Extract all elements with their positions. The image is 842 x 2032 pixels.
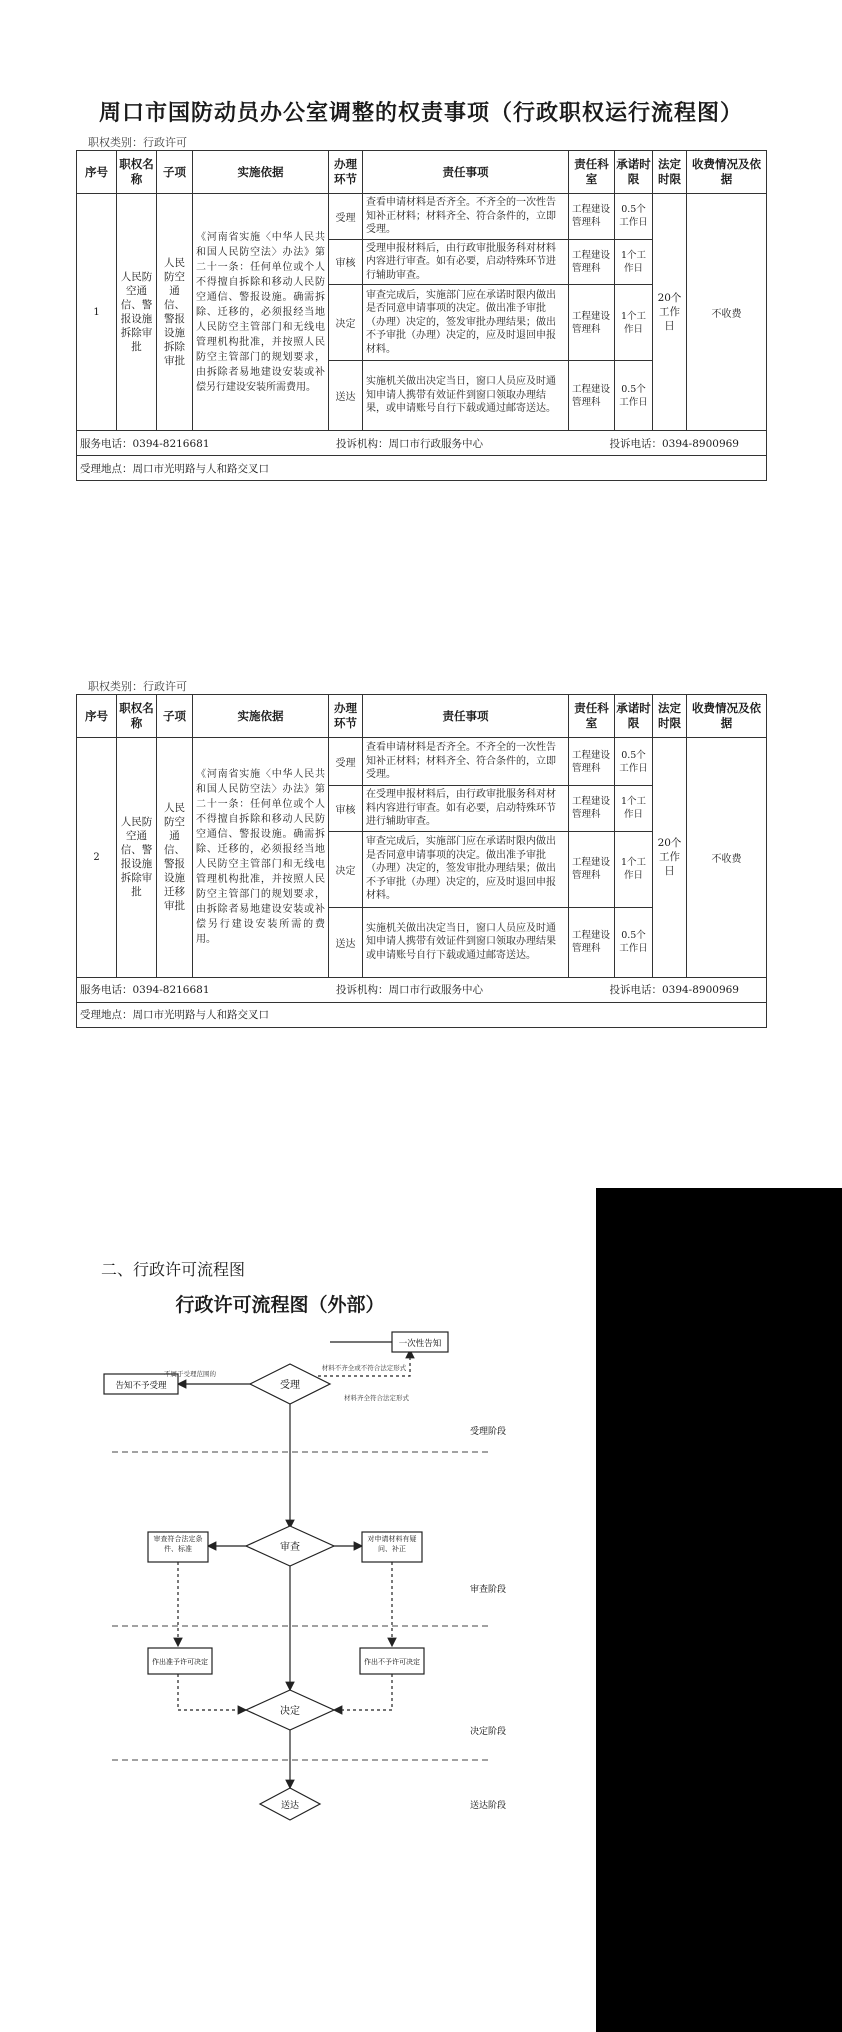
node-decide-label: 决定 xyxy=(280,1706,300,1717)
node-decide xyxy=(246,1690,334,1730)
header-fee: 收费情况及依据 xyxy=(687,695,767,738)
promise-cell: 0.5个工作日 xyxy=(615,194,653,240)
header-basis: 实施依据 xyxy=(193,695,329,738)
service-phone: 服务电话：0394-8216681 xyxy=(80,437,210,450)
node-accept xyxy=(250,1364,330,1404)
step-name: 审核 xyxy=(329,786,363,832)
header-sub-item: 子项 xyxy=(157,695,193,738)
legal-cell: 20个工作日 xyxy=(653,194,687,431)
edge-label-complete: 材料齐全符合法定形式 xyxy=(344,1394,409,1402)
edge-incomplete xyxy=(318,1350,410,1376)
complaint-phone: 投诉电话：0394-8900969 xyxy=(609,437,739,450)
node-deny-label: 作出不予许可决定 xyxy=(364,1658,420,1666)
header-seq: 序号 xyxy=(77,151,117,194)
node-right-review-label: 对申请材料有疑问、补正 xyxy=(367,1535,417,1553)
edge-label-incomplete: 材料不齐全或不符合法定形式 xyxy=(321,1364,407,1372)
edge-label-not-accept: 不属于受理范围的 xyxy=(164,1370,216,1378)
complaint-org: 投诉机构：周口市行政服务中心 xyxy=(336,437,483,450)
header-step: 办理环节 xyxy=(329,151,363,194)
address-row xyxy=(77,456,767,481)
header-power-name: 职权名称 xyxy=(117,695,157,738)
node-right-review-box xyxy=(362,1532,422,1562)
black-panel xyxy=(596,1188,842,2032)
category-label: 职权类别：行政许可 xyxy=(88,136,187,149)
header-fee: 收费情况及依据 xyxy=(687,151,767,194)
power-table-2 xyxy=(76,694,767,1028)
step-name: 审核 xyxy=(329,239,363,285)
contact-row xyxy=(77,431,767,456)
duty-cell: 实施机关做出决定当日，窗口人员应及时通知申请人携带有效证件到窗口领取办理结果，或申请账号自行下载或通过邮寄送达。 xyxy=(363,361,569,431)
complaint-phone: 投诉电话：0394-8900969 xyxy=(609,984,739,996)
edge-approve-decide xyxy=(178,1674,246,1710)
promise-cell: 1个工作日 xyxy=(615,786,653,832)
dept-cell: 工程建设管理科 xyxy=(569,285,615,361)
node-review-label: 审查 xyxy=(280,1542,300,1553)
duty-cell: 受理申报材料后，由行政审批服务科对材料内容进行审查。如有必要，启动特殊环节进行辅助审查。 xyxy=(363,239,569,285)
basis-cell: 《河南省实施〈中华人民共和国人民防空法〉办法》第二十一条：任何单位或个人不得擅自拆除和移动人民防空通信、警报设施。确需拆除、迁移的，必须报经当地人民防空主管部门和无线电管理机构批准，并按照人民防空主管部门的规划要求，由拆除者易地建设安装或补偿另行建设安装所需费用。 xyxy=(193,194,329,431)
dept-cell: 工程建设管理科 xyxy=(569,239,615,285)
promise-cell: 1个工作日 xyxy=(615,831,653,907)
node-deliver xyxy=(260,1788,320,1820)
duty-cell: 查看申请材料是否齐全。不齐全的一次性告知补正材料；材料齐全、符合条件的，立即受理。 xyxy=(363,194,569,240)
stage-label-deliver: 送达阶段 xyxy=(470,1801,507,1811)
seq-cell: 1 xyxy=(77,194,117,431)
seq-cell: 2 xyxy=(77,738,117,978)
power-name-cell: 人民防空通信、警报设施拆除审批 xyxy=(117,194,157,431)
node-deliver-label: 送达 xyxy=(280,1801,300,1811)
header-step: 办理环节 xyxy=(329,695,363,738)
header-legal: 法定时限 xyxy=(653,151,687,194)
node-one-time-label: 一次性告知 xyxy=(398,1339,442,1349)
header-basis: 实施依据 xyxy=(193,151,329,194)
node-approve-box xyxy=(148,1648,212,1674)
category-label: 职权类别：行政许可 xyxy=(88,680,187,693)
complaint-org: 投诉机构：周口市行政服务中心 xyxy=(336,984,483,996)
step-name: 决定 xyxy=(329,831,363,907)
flowchart xyxy=(0,1330,596,1850)
stage-label-accept: 受理阶段 xyxy=(470,1427,507,1437)
stage-label-decide: 决定阶段 xyxy=(470,1727,507,1737)
node-reject-label: 告知不予受理 xyxy=(115,1381,167,1391)
node-one-time-notice xyxy=(392,1332,448,1352)
node-left-review-box xyxy=(148,1532,208,1562)
header-dept: 责任科室 xyxy=(569,695,615,738)
address: 受理地点：周口市光明路与人和路交叉口 xyxy=(77,456,767,481)
node-deny-box xyxy=(360,1648,424,1674)
service-phone: 服务电话：0394-8216681 xyxy=(80,984,210,996)
header-promise: 承诺时限 xyxy=(615,695,653,738)
header-legal: 法定时限 xyxy=(653,695,687,738)
dept-cell: 工程建设管理科 xyxy=(569,907,615,977)
header-sub-item: 子项 xyxy=(157,151,193,194)
header-promise: 承诺时限 xyxy=(615,151,653,194)
node-left-review-label: 审查符合法定条件、标准 xyxy=(153,1535,203,1553)
promise-cell: 0.5个工作日 xyxy=(615,738,653,786)
section-heading: 二、行政许可流程图 xyxy=(101,1260,246,1279)
table-row xyxy=(77,194,767,240)
header-duty: 责任事项 xyxy=(363,695,569,738)
duty-cell: 审查完成后，实施部门应在承诺时限内做出是否同意申请事项的决定。做出准予审批（办理）决定的，签发审批办理结果；做出不予审批（办理）决定的，应及时退回申报材料。 xyxy=(363,285,569,361)
address: 受理地点：周口市光明路与人和路交叉口 xyxy=(77,1002,767,1027)
step-name: 送达 xyxy=(329,361,363,431)
duty-cell: 实施机关做出决定当日，窗口人员应及时通知申请人携带有效证件到窗口领取办理结果或申请账号自行下载或通过邮寄送达。 xyxy=(363,907,569,977)
step-name: 决定 xyxy=(329,285,363,361)
stage-label-review: 审查阶段 xyxy=(470,1585,507,1595)
duty-cell: 查看申请材料是否齐全。不齐全的一次性告知补正材料；材料齐全、符合条件的，立即受理。 xyxy=(363,738,569,786)
promise-cell: 1个工作日 xyxy=(615,239,653,285)
contact-row xyxy=(77,977,767,1002)
step-name: 受理 xyxy=(329,194,363,240)
step-name: 受理 xyxy=(329,738,363,786)
dept-cell: 工程建设管理科 xyxy=(569,738,615,786)
dept-cell: 工程建设管理科 xyxy=(569,361,615,431)
promise-cell: 0.5个工作日 xyxy=(615,907,653,977)
legal-cell: 20个工作日 xyxy=(653,738,687,978)
power-table-1 xyxy=(76,150,767,481)
header-row xyxy=(77,695,767,738)
duty-cell: 审查完成后，实施部门应在承诺时限内做出是否同意申请事项的决定。做出准予审批（办理）决定的，签发审批办理结果；做出不予审批（办理）决定的，应及时退回申报材料。 xyxy=(363,831,569,907)
table-row xyxy=(77,738,767,786)
dept-cell: 工程建设管理科 xyxy=(569,194,615,240)
header-seq: 序号 xyxy=(77,695,117,738)
document-title: 周口市国防动员办公室调整的权责事项（行政职权运行流程图） xyxy=(98,100,743,126)
node-accept-label: 受理 xyxy=(280,1380,300,1391)
flowchart-title: 行政许可流程图（外部） xyxy=(175,1294,385,1316)
node-approve-label: 作出准予许可决定 xyxy=(152,1658,208,1666)
fee-cell: 不收费 xyxy=(687,738,767,978)
power-name-cell: 人民防空通信、警报设施拆除审批 xyxy=(117,738,157,978)
edge-deny-decide xyxy=(334,1674,392,1710)
promise-cell: 1个工作日 xyxy=(615,285,653,361)
node-review xyxy=(246,1526,334,1566)
dept-cell: 工程建设管理科 xyxy=(569,831,615,907)
sub-item-cell: 人民防空通信、警报设施迁移审批 xyxy=(157,738,193,978)
header-duty: 责任事项 xyxy=(363,151,569,194)
dept-cell: 工程建设管理科 xyxy=(569,786,615,832)
duty-cell: 在受理申报材料后，由行政审批服务科对材料内容进行审查。如有必要，启动特殊环节进行辅助审查。 xyxy=(363,786,569,832)
promise-cell: 0.5个工作日 xyxy=(615,361,653,431)
address-row xyxy=(77,1002,767,1027)
fee-cell: 不收费 xyxy=(687,194,767,431)
header-row xyxy=(77,151,767,194)
step-name: 送达 xyxy=(329,907,363,977)
header-dept: 责任科室 xyxy=(569,151,615,194)
header-power-name: 职权名称 xyxy=(117,151,157,194)
sub-item-cell: 人民防空通信、警报设施拆除审批 xyxy=(157,194,193,431)
basis-cell: 《河南省实施〈中华人民共和国人民防空法〉办法》第二十一条：任何单位或个人不得擅自拆除和移动人民防空通信、警报设施。确需拆除、迁移的，必须报经当地人民防空主管部门和无线电管理机构批准，并按照人民防空主管部门的规划要求，由拆除者易地建设安装或补偿另行建设安装所需的费用。 xyxy=(193,738,329,978)
